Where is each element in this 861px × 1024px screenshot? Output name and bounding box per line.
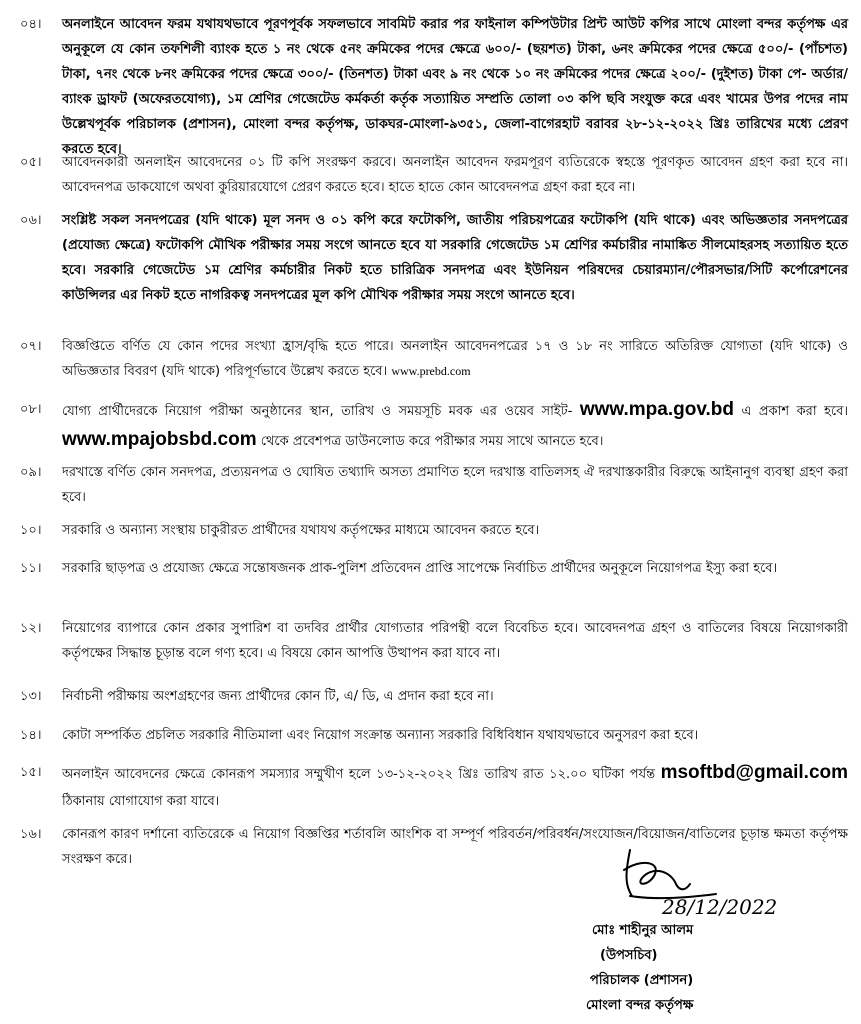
clause-text: আবেদনকারী অনলাইন আবেদনের ০১ টি কপি সংরক্ষণ করবে। অনলাইন আবেদন ফরমপূরণ ব্যতিরেকে স্বহস্তে পূরণকৃত আবেদন গ্রহণ করা হবে না। আবেদনপত্র ডাকযোগে অথবা কুরিয়ারযোগে প্রেরণ করতে হবে। হাতে হাতে কোন আবেদনপত্র গ্রহণ করা হবে না। — [62, 155, 848, 195]
support-email-link[interactable]: msoftbd@gmail.com — [660, 762, 849, 783]
clause-body-a: অনলাইন আবেদনের ক্ষেত্রে কোনরূপ সমস্যার সম্মুখীণ হলে ১৩-১২-২০২২ খ্রিঃ তারিখ রাত ১২.০০ ঘটিকা পর্যন্ত — [62, 767, 656, 782]
clause-body-a: যোগ্য প্রার্থীদেরকে নিয়োগ পরীক্ষা অনুষ্ঠানের স্থান, তারিখ ও সময়সূচি মবক এর ওয়েব সাইট- — [62, 404, 573, 419]
clause-number: ১৪। — [20, 728, 42, 743]
clause-text: কোনরূপ কারণ দর্শানো ব্যতিরেকে এ নিয়োগ বিজ্ঞপ্তির শর্তাবলি আংশিক বা সম্পূর্ণ পরিবর্তন/পরিবর্ধন/সংযোজন/বিয়োজন/বাতিলের চূড়ান্ত ক্ষমতা কর্তৃপক্ষ সংরক্ষণ করে। — [62, 827, 848, 867]
clause-04 — [20, 12, 848, 157]
signature-date: 28/12/2022 — [662, 895, 778, 919]
clause-body-b: ঠিকানায় যোগাযোগ করা যাবে। — [62, 794, 220, 809]
clause-text — [62, 396, 848, 456]
signatory-rank: (উপসচিব) — [600, 948, 658, 963]
clause-body: বিজ্ঞপ্তিতে বর্ণিত যে কোন পদের সংখ্যা হ্রাস/বৃদ্ধি হতে পারে। অনলাইন আবেদনপত্রের ১৭ ও ১৮ নং সারিতে অতিরিক্ত যোগ্যতা (যদি থাকে) ও অভিজ্ঞতার বিবরণ (যদি থাকে) পরিপূর্ণভাবে উল্লেখ করতে হবে। — [62, 339, 848, 379]
clause-number: ১২। — [20, 621, 42, 636]
clause-10 — [20, 518, 848, 544]
clause-13 — [20, 684, 848, 710]
signatory-block — [570, 918, 830, 1018]
clause-08 — [20, 396, 848, 456]
clause-body-c: থেকে প্রবেশপত্র ডাউনলোড করে পরীক্ষার সময় সাথে আনতে হবে। — [260, 434, 604, 449]
watermark-url: www.prebd.com — [391, 364, 471, 378]
clause-text — [62, 759, 848, 815]
website-link-jobs[interactable]: www.mpajobsbd.com — [62, 429, 257, 450]
clause-06 — [20, 208, 848, 312]
clause-09 — [20, 460, 848, 512]
clause-07 — [20, 334, 848, 386]
signatory-designation: পরিচালক (প্রশাসন) — [590, 973, 694, 988]
clause-number: ১৫। — [20, 765, 42, 780]
clause-text: অনলাইনে আবেদন ফরম যথাযথভাবে পূরণপূর্বক সফলভাবে সাবমিট করার পর ফাইনাল কম্পিউটার প্রিন্ট আউট কপির সাথে মোংলা বন্দর কর্তৃপক্ষ এর অনুকূলে যে কোন তফশিলী ব্যাংক হতে ১ নং থেকে ৫নং ক্রমিকের পদের ক্ষেত্রে ৬০০/- (ছয়শত) টাকা, ৬নং ক্রমিকের পদের ক্ষেত্রে ৫০০/- (পাঁচশত) টাকা, ৭নং থেকে ৮নং ক্রমিকের পদের ক্ষেত্রে ৩০০/- (তিনশত) টাকা এবং ৯ নং থেকে ১০ নং ক্রমিকের পদের ক্ষেত্রে ২০০/- (দুইশত) টাকা পে- অর্ডার/ব্যাংক ড্রাফট (অফেরতযোগ্য), ১ম শ্রেণির গেজেটেড কর্মকর্তা কর্তৃক সত্যায়িত সম্প্রতি তোলা ০৩ কপি ছবি সংযুক্ত করে এবং খামের উপর পদের নাম উল্লেখপূর্বক পরিচালক (প্রশাসন), মোংলা বন্দর কর্তৃপক্ষ, ডাকঘর-মোংলা-৯৩৫১, জেলা-বাগেরহাট বরাবর ২৮-১২-২০২২ খ্রিঃ তারিখের মধ্যে প্রেরণ করতে হবে। — [62, 17, 848, 157]
clause-number: ০৯। — [20, 465, 42, 480]
clause-number: ১১। — [20, 561, 42, 576]
clause-12 — [20, 616, 848, 668]
signatory-name: মোঃ শাহীনুর আলম — [592, 923, 694, 938]
clause-number: ১০। — [20, 523, 42, 538]
website-link-mpa[interactable]: www.mpa.gov.bd — [579, 399, 734, 420]
clause-body-b: এ প্রকাশ করা হবে। — [741, 404, 849, 419]
clause-text: নির্বাচনী পরীক্ষায় অংশগ্রহণের জন্য প্রার্থীদের কোন টি, এ/ ডি, এ প্রদান করা হবে না। — [62, 689, 494, 704]
clause-text — [62, 334, 848, 384]
clause-number: ০৬। — [20, 213, 42, 228]
clause-text: দরখাস্তে বর্ণিত কোন সনদপত্র, প্রত্যয়নপত্র ও ঘোষিত তথ্যাদি অসত্য প্রমাণিত হলে দরখাস্ত বাতিলসহ ঐ দরখাস্তকারীর বিরুদ্ধে আইনানুগ ব্যবস্থা গ্রহণ করা হবে। — [62, 465, 848, 505]
clause-11 — [20, 556, 848, 608]
clause-text: সরকারি ও অন্যান্য সংস্থায় চাকুরীরত প্রার্থীদের যথাযথ কর্তৃপক্ষের মাধ্যমে আবেদন করতে হবে। — [62, 523, 540, 538]
clause-number: ০৭। — [20, 339, 42, 354]
clause-text: নিয়োগের ব্যাপারে কোন প্রকার সুপারিশ বা তদবির প্রার্থীর যোগ্যতার পরিপন্থী বলে বিবেচিত হবে। আবেদনপত্র গ্রহণ ও বাতিলের বিষয়ে নিয়োগকারী কর্তৃপক্ষের সিদ্ধান্ত চূড়ান্ত বলে গণ্য হবে। এ বিষয়ে কোন আপত্তি উত্থাপন করা যাবে না। — [62, 621, 848, 661]
clause-05 — [20, 150, 848, 202]
clause-14 — [20, 723, 848, 749]
clause-number: ১৬। — [20, 827, 42, 842]
clause-number: ০৮। — [20, 402, 42, 417]
clause-number: ১৩। — [20, 689, 42, 704]
clause-number: ০৪। — [20, 17, 42, 32]
clause-number: ০৫। — [20, 155, 42, 170]
clause-text: কোটা সম্পর্কিত প্রচলিত সরকারি নীতিমালা এবং নিয়োগ সংক্রান্ত অন্যান্য সরকারি বিধিবিধান যথাযথভাবে অনুসরণ করা হবে। — [62, 728, 699, 743]
signatory-office: মোংলা বন্দর কর্তৃপক্ষ — [586, 998, 694, 1013]
clause-text: সংশ্লিষ্ট সকল সনদপত্রের (যদি থাকে) মূল সনদ ও ০১ কপি করে ফটোকপি, জাতীয় পরিচয়পত্রের ফটোকপি (যদি থাকে) এবং অভিজ্ঞতার সনদপত্রের (প্রযোজ্য ক্ষেত্রে) ফটোকপি মৌখিক পরীক্ষার সময় সংগে আনতে হবে যা সরকারি গেজেটেড ১ম শ্রেণির কর্মচারীর নামাঙ্কিত সীলমোহরসহ সত্যায়িত হতে হবে। সরকারি গেজেটেড ১ম শ্রেণির কর্মচারীর নিকট হতে চারিত্রিক সনদপত্র এবং ইউনিয়ন পরিষদের চেয়ারম্যান/পৌরসভার/সিটি কর্পোরেশনের কাউন্সিলর এর নিকট হতে নাগরিকত্ব সনদপত্রের মূল কপি মৌখিক পরীক্ষার সময় সংগে আনতে হবে। — [62, 213, 848, 303]
clause-15 — [20, 759, 848, 815]
handwritten-signature — [566, 840, 796, 920]
clause-text: সরকারি ছাড়পত্র ও প্রযোজ্য ক্ষেত্রে সন্তোষজনক প্রাক-পুলিশ প্রতিবেদন প্রাপ্তি সাপেক্ষে নির্বাচিত প্রার্থীদের অনুকূলে নিয়োগপত্র ইস্যু করা হবে। — [62, 561, 778, 576]
